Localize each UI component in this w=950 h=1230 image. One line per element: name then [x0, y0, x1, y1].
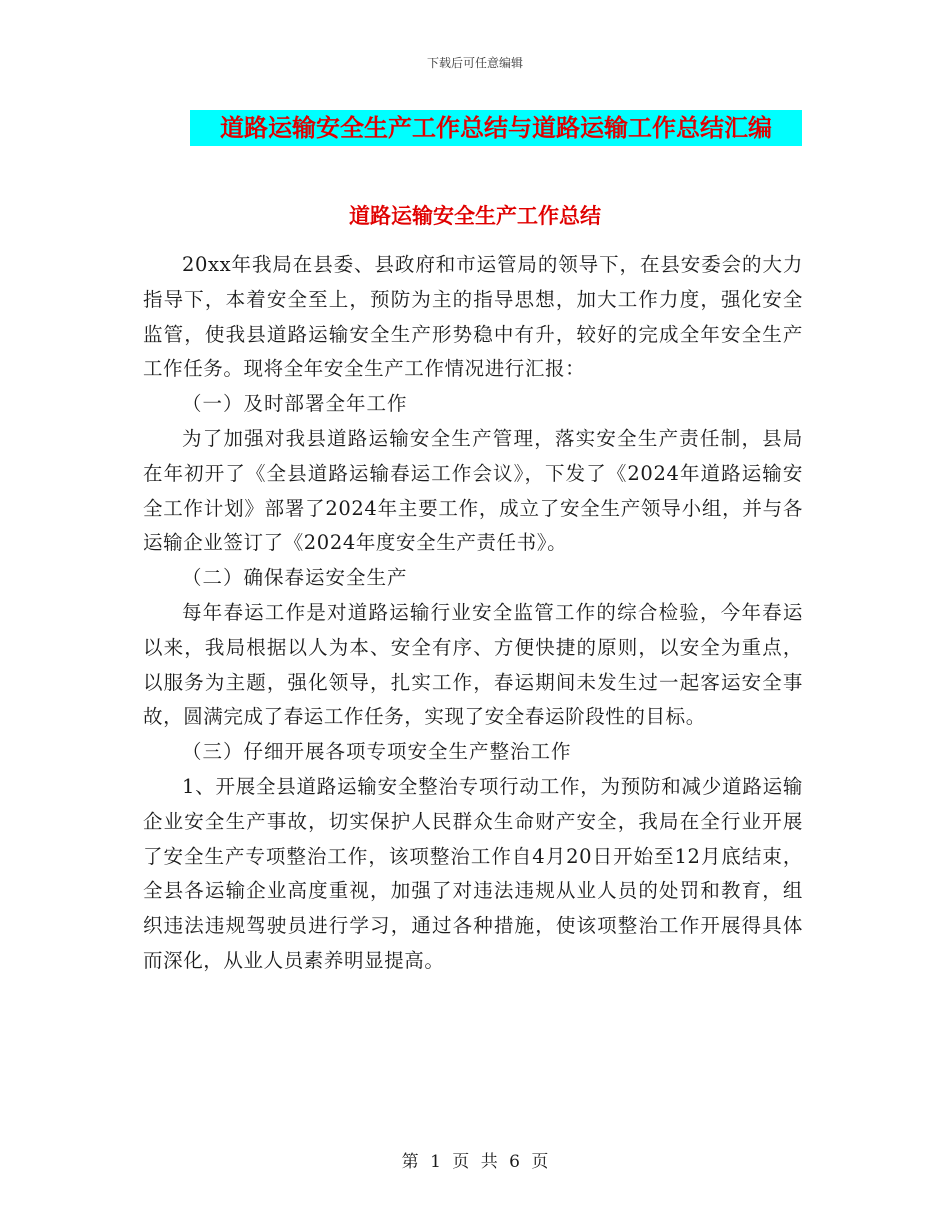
section-heading-3: （三）仔细开展各项专项安全生产整治工作	[182, 740, 572, 764]
section-title: 道路运输安全生产工作总结	[349, 204, 601, 228]
body-paragraph: 为了加强对我县道路运输安全生产管理，落实安全生产责任制，县局在年初开了《全县道路运输春运工作会议》，下发了《2024年道路运输安全工作计划》部署了2024年主要工作，成立了安全生产领导小组，并与各运输企业签订了《2024年度安全生产责任书》。	[143, 426, 803, 555]
page-header-note: 下载后可任意编辑	[426, 56, 523, 70]
section-heading-1: （一）及时部署全年工作	[182, 392, 408, 416]
body-paragraph: 1、开展全县道路运输安全整治专项行动工作，为预防和减少道路运输企业安全生产事故，切实保护人民群众生命财产安全，我局在全行业开展了安全生产专项整治工作，该项整治工作自4月20日开始至12月底结束，全县各运输企业高度重视，加强了对违法违规从业人员的处罚和教育，组织违法违规驾驶员进行学习，通过各种措施，使该项整治工作开展得具体而深化，从业人员素养明显提高。	[143, 774, 803, 972]
document-body	[143, 248, 803, 979]
body-paragraph: 每年春运工作是对道路运输行业安全监管工作的综合检验，今年春运以来，我局根据以人为本、安全有序、方便快捷的原则，以安全为重点，以服务为主题，强化领导，扎实工作，春运期间未发生过一起客运安全事故，圆满完成了春运工作任务，实现了安全春运阶段性的目标。	[143, 600, 803, 729]
page-number-footer: 第 1 页 共 6 页	[401, 1152, 549, 1172]
intro-paragraph: 20xx年我局在县委、县政府和市运管局的领导下，在县安委会的大力指导下，本着安全至上，预防为主的指导思想，加大工作力度，强化安全监管，使我县道路运输安全生产形势稳中有升，较好的完成全年安全生产工作任务。现将全年安全生产工作情况进行汇报：	[143, 253, 803, 381]
document-main-title: 道路运输安全生产工作总结与道路运输工作总结汇编	[190, 110, 802, 146]
section-heading-2: （二）确保春运安全生产	[182, 566, 408, 590]
